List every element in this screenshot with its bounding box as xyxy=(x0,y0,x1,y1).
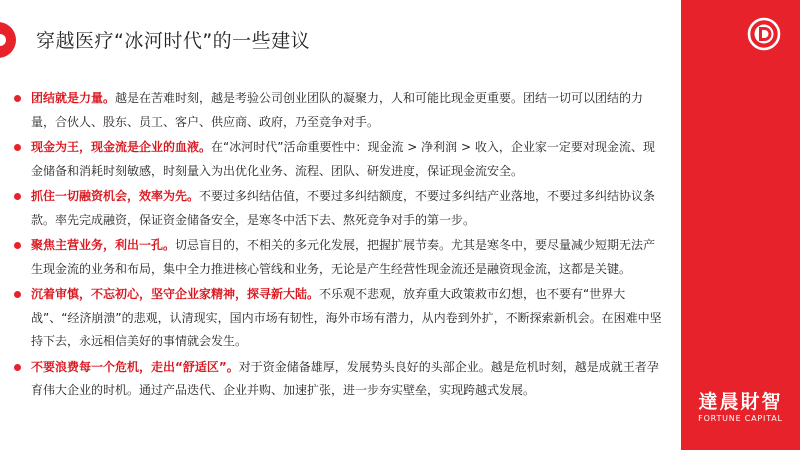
advice-highlight: 聚焦主营业务，利出一孔。 xyxy=(31,238,176,252)
advice-body: 切忌盲目的，不相关的多元化发展，把握扩展节奏。尤其是寒冬中，要尽量减少短期无法产生现金流的业务和布局，集中全力推进核心管线和业务，无论是产生经营性现金流还是融资现金流，这都是关键。 xyxy=(31,238,656,276)
advice-item-5 xyxy=(14,283,664,354)
bullet-dot-icon xyxy=(14,95,21,102)
bullet-dot-icon xyxy=(14,242,21,249)
advice-highlight: 团结就是力量。 xyxy=(31,91,116,105)
fortune-capital-logo-icon xyxy=(747,17,781,51)
advice-item-1 xyxy=(14,87,664,134)
bullet-dot-icon xyxy=(14,193,21,200)
advice-body: 越是在苦难时刻，越是考验公司创业团队的凝聚力，人和可能比现金更重要。团结一切可以团结的力量，合伙人、股东、员工、客户、供应商、政府，乃至竞争对手。 xyxy=(31,91,644,129)
advice-item-6 xyxy=(14,356,664,403)
advice-list xyxy=(14,87,664,405)
advice-item-3 xyxy=(14,185,664,232)
advice-highlight: 沉着审慎，不忘初心，坚守企业家精神，探寻新大陆。 xyxy=(31,287,320,301)
advice-body: 在“冰河时代”活命重要性中：现金流 > 净利润 > 收入，企业家一定要对现金流、现金储备和消耗时刻敏感，时刻量入为出优化业务、流程、团队、研发进度，保证现金流安全。 xyxy=(31,140,655,178)
bullet-dot-icon xyxy=(14,144,21,151)
bullet-dot-icon xyxy=(14,364,21,371)
advice-highlight: 不要浪费每一个危机，走出“舒适区”。 xyxy=(31,359,239,374)
advice-body: 不要过多纠结估值，不要过多纠结额度，不要过多纠结产业落地，不要过多纠结协议条款。率先完成融资，保证资金储备安全，是寒冬中活下去、熬死竞争对手的第一步。 xyxy=(31,189,656,227)
bullet-dot-icon xyxy=(14,291,21,298)
advice-highlight: 现金为王，现金流是企业的血液。 xyxy=(31,140,212,154)
advice-item-4 xyxy=(14,234,664,281)
brand-panel xyxy=(681,0,800,450)
advice-item-2 xyxy=(14,136,664,183)
advice-body: 对于资金储备雄厚，发展势头良好的头部企业。越是危机时刻，越是成就王者孕育伟大企业的时机。通过产品迭代、企业并购、加速扩张，进一步夯实壁垒，实现跨越式发展。 xyxy=(31,359,659,397)
left-accent-mark xyxy=(0,22,16,58)
brand-name-en: FORTUNE CAPITAL xyxy=(698,414,783,423)
advice-highlight: 抓住一切融资机会，效率为先。 xyxy=(31,189,200,203)
advice-body: 不乐观不悲观，放弃重大政策救市幻想，也不要有“世界大战”、“经济崩溃”的悲观，认清现实，国内市场有韧性，海外市场有潜力，从内卷到外扩，不断探索新机会。在困难中坚持下去，永远相信美好的事情就会发生。 xyxy=(31,287,662,348)
slide-title: 穿越医疗“冰河时代”的一些建议 xyxy=(36,30,311,52)
brand-name-cn: 達晨財智 xyxy=(698,391,783,413)
